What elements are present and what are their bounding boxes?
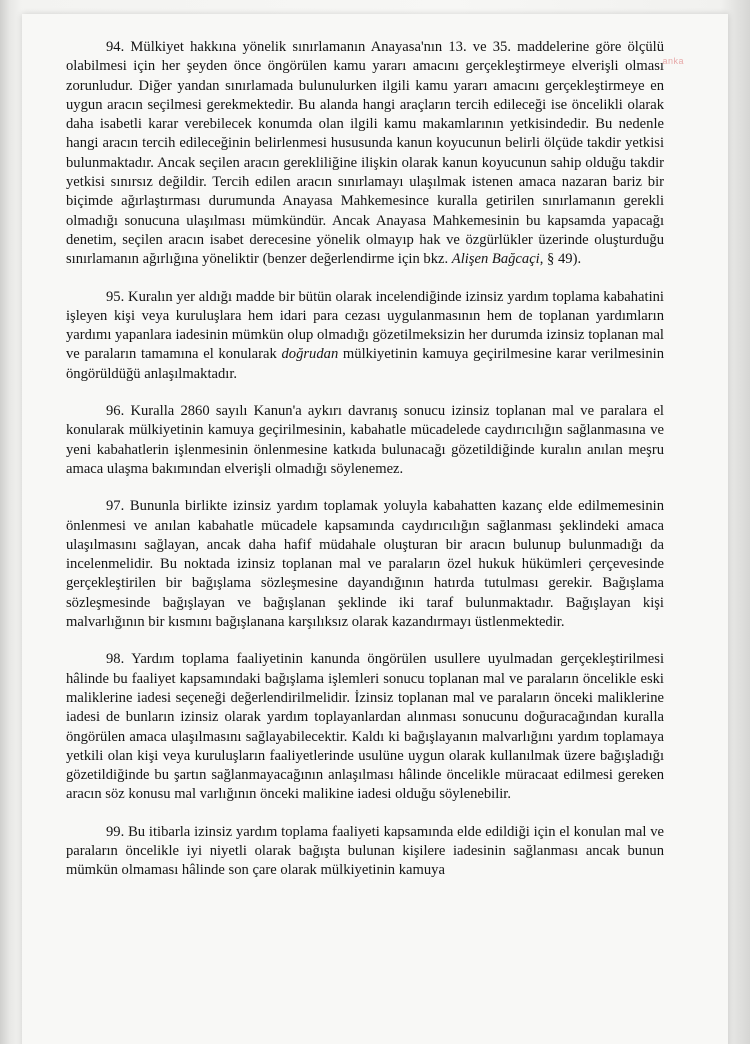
paragraph-96 <box>66 402 664 479</box>
paragraph-text: Bu itibarla izinsiz yardım toplama faaliyeti kapsamında elde edildiği için el konulan mal ve paraların öncelikle iyi niyetli olarak bağışta bulunan kişilere iadesinin sağlanması ancak bunun mümkün olmaması hâlinde son çare olarak mülkiyetinin kamuya <box>66 823 664 879</box>
paragraph-text: Bununla birlikte izinsiz yardım toplamak yoluyla kabahatten kazanç elde edilmemesinin önlenmesi ve anılan kabahatle mücadele kapsamında caydırıcılığın sağlanması şeklindeki amaca ulaşılmasını sağlayan, ancak daha hafif müdahale oluşturan bir aracın bulunup bulunmadığı da incelenmelidir. Bu noktada izinsiz toplanan mal ve paraların özel hukuk hükümleri çerçevesinde gerçekleştirilen bir bağışlama sözleşmesine dayandığının hatırda tutulması gerekir. Bağışlama sözleşmesinde bağışlayan ve bağışlanan şeklinde iki taraf bulunmaktadır. Bağışlayan kişi malvarlığının bir kısmını bağışlanana karşılıksız olarak kazandırmayı üstlenmektedir. <box>66 498 664 631</box>
paragraph-number: 96. <box>106 403 125 420</box>
paragraph-number: 98. <box>106 651 125 668</box>
case-citation: Alişen Bağcaçi <box>451 251 540 268</box>
paragraph-94 <box>66 38 664 270</box>
paragraph-number: 97. <box>106 498 125 515</box>
emphasis-text: doğrudan <box>281 346 339 363</box>
paragraph-text: Kuralla 2860 sayılı Kanun'a aykırı davranış sonucu izinsiz toplanan mal ve paralara el konularak mülkiyetinin kamuya geçirilmesinin, kabahatle mücadelede caydırıcılığın sağlanmasına ve yeni kabahatlerin işlenmesinin önlenmesine katkıda bulunacağı gözetildiğinde kuralın anılan meşru amaca ulaşma bakımından elverişli olmadığı söylenemez. <box>66 403 664 477</box>
paragraph-text: Kuralın yer aldığı madde bir bütün olarak incelendiğinde izinsiz yardım toplama kabahatini işleyen kişi veya kuruluşlara hem idari para cezası uygulanmasının hem de toplanan yardımların yardımı yapanlara iadesinin mümkün olup olmadığı gözetilmeksizin her durumda izinsiz toplanan mal ve paraların tamamına el konularak <box>66 288 664 363</box>
paragraph-text: , § 49). <box>539 251 582 268</box>
paragraph-number: 99. <box>106 823 125 840</box>
paragraph-number: 95. <box>106 288 125 305</box>
paragraph-number: 94. <box>106 39 125 55</box>
paragraph-text: Yardım toplama faaliyetinin kanunda öngörülen usullere uyulmadan gerçekleştirilmesi hâlinde bu faaliyet kapsamındaki bağışlama işlemleri sonucu toplanan mal ve paraların öncelikle eski maliklerine iadesi seçeneği değerlendirilmelidir. İzinsiz toplanan mal ve paraların önceki maliklerine iadesi de bunların izinsiz olarak yardım toplayanlardan alınması sonucunu doğuracağından kuralla öngörülen amaca ulaşılmasını sağlayabilecektir. Kaldı ki bağışlayanın malvarlığını yardım toplamaya yetkili olan kişi veya kuruluşların faaliyetlerinde usulüne uygun olarak kullanılmak üzere bağışladığı gözetildiğinde bu şartın sağlanmayacağının anlaşılması hâlinde öncelikle müracaat edilmesi gereken aracın söz konusu mal varlığının önceki malikine iadesi olduğu söylenebilir. <box>66 651 664 803</box>
paragraph-95 <box>66 288 664 384</box>
document-body <box>66 38 664 881</box>
paragraph-99 <box>66 823 664 881</box>
paragraph-97 <box>66 497 664 632</box>
paragraph-98 <box>66 650 664 804</box>
paragraph-text: Mülkiyet hakkına yönelik sınırlamanın Anayasa'nın 13. ve 35. maddelerine göre ölçülü olabilmesi için her şeyden önce öngörülen kamu yararı amacını gerçekleştirmeye elverişli olması zorunludur. Diğer yandan sınırlamada bulunulurken ilgili kamu yararı amacını gerçekleştirmeye en uygun aracın seçilmesi gerekmektedir. Bu alanda hangi araçların tercih edileceği ise öncelikli olarak daha isabetli karar verebilecek konumda olan ilgili kamu makamlarının yetkisindedir. Bu nedenle hangi aracın tercih edileceğinin belirlenmesi hususunda kanun koyucunun belirli ölçüde takdir yetkisi bulunmaktadır. Ancak seçilen aracın gerekliliğine ilişkin olarak kanun koyucunun sahip olduğu takdir yetkisi sınırsız değildir. Tercih edilen aracın sınırlamayı ulaşılmak istenen amaca nazaran bariz bir biçimde ağırlaştırması durumunda Anayasa Mahkemesince kuralla getirilen sınırlamanın gerekli olmadığı sonucuna ulaşılması mümkündür. Ancak Anayasa Mahkemesinin bu kapsamda yapacağı denetim, seçilen aracın isabet derecesine yönelik olmayıp hak ve özgürlükler üzerinde oluşturduğu sınırlamanın ağırlığına yöneliktir (benzer değerlendirme için bkz. <box>66 39 664 268</box>
watermark: anka <box>662 56 684 66</box>
paragraph-text: mülkiyetinin kamuya geçirilmesine karar verilmesinin öngörüldüğü anlaşılmaktadır. <box>66 346 664 382</box>
